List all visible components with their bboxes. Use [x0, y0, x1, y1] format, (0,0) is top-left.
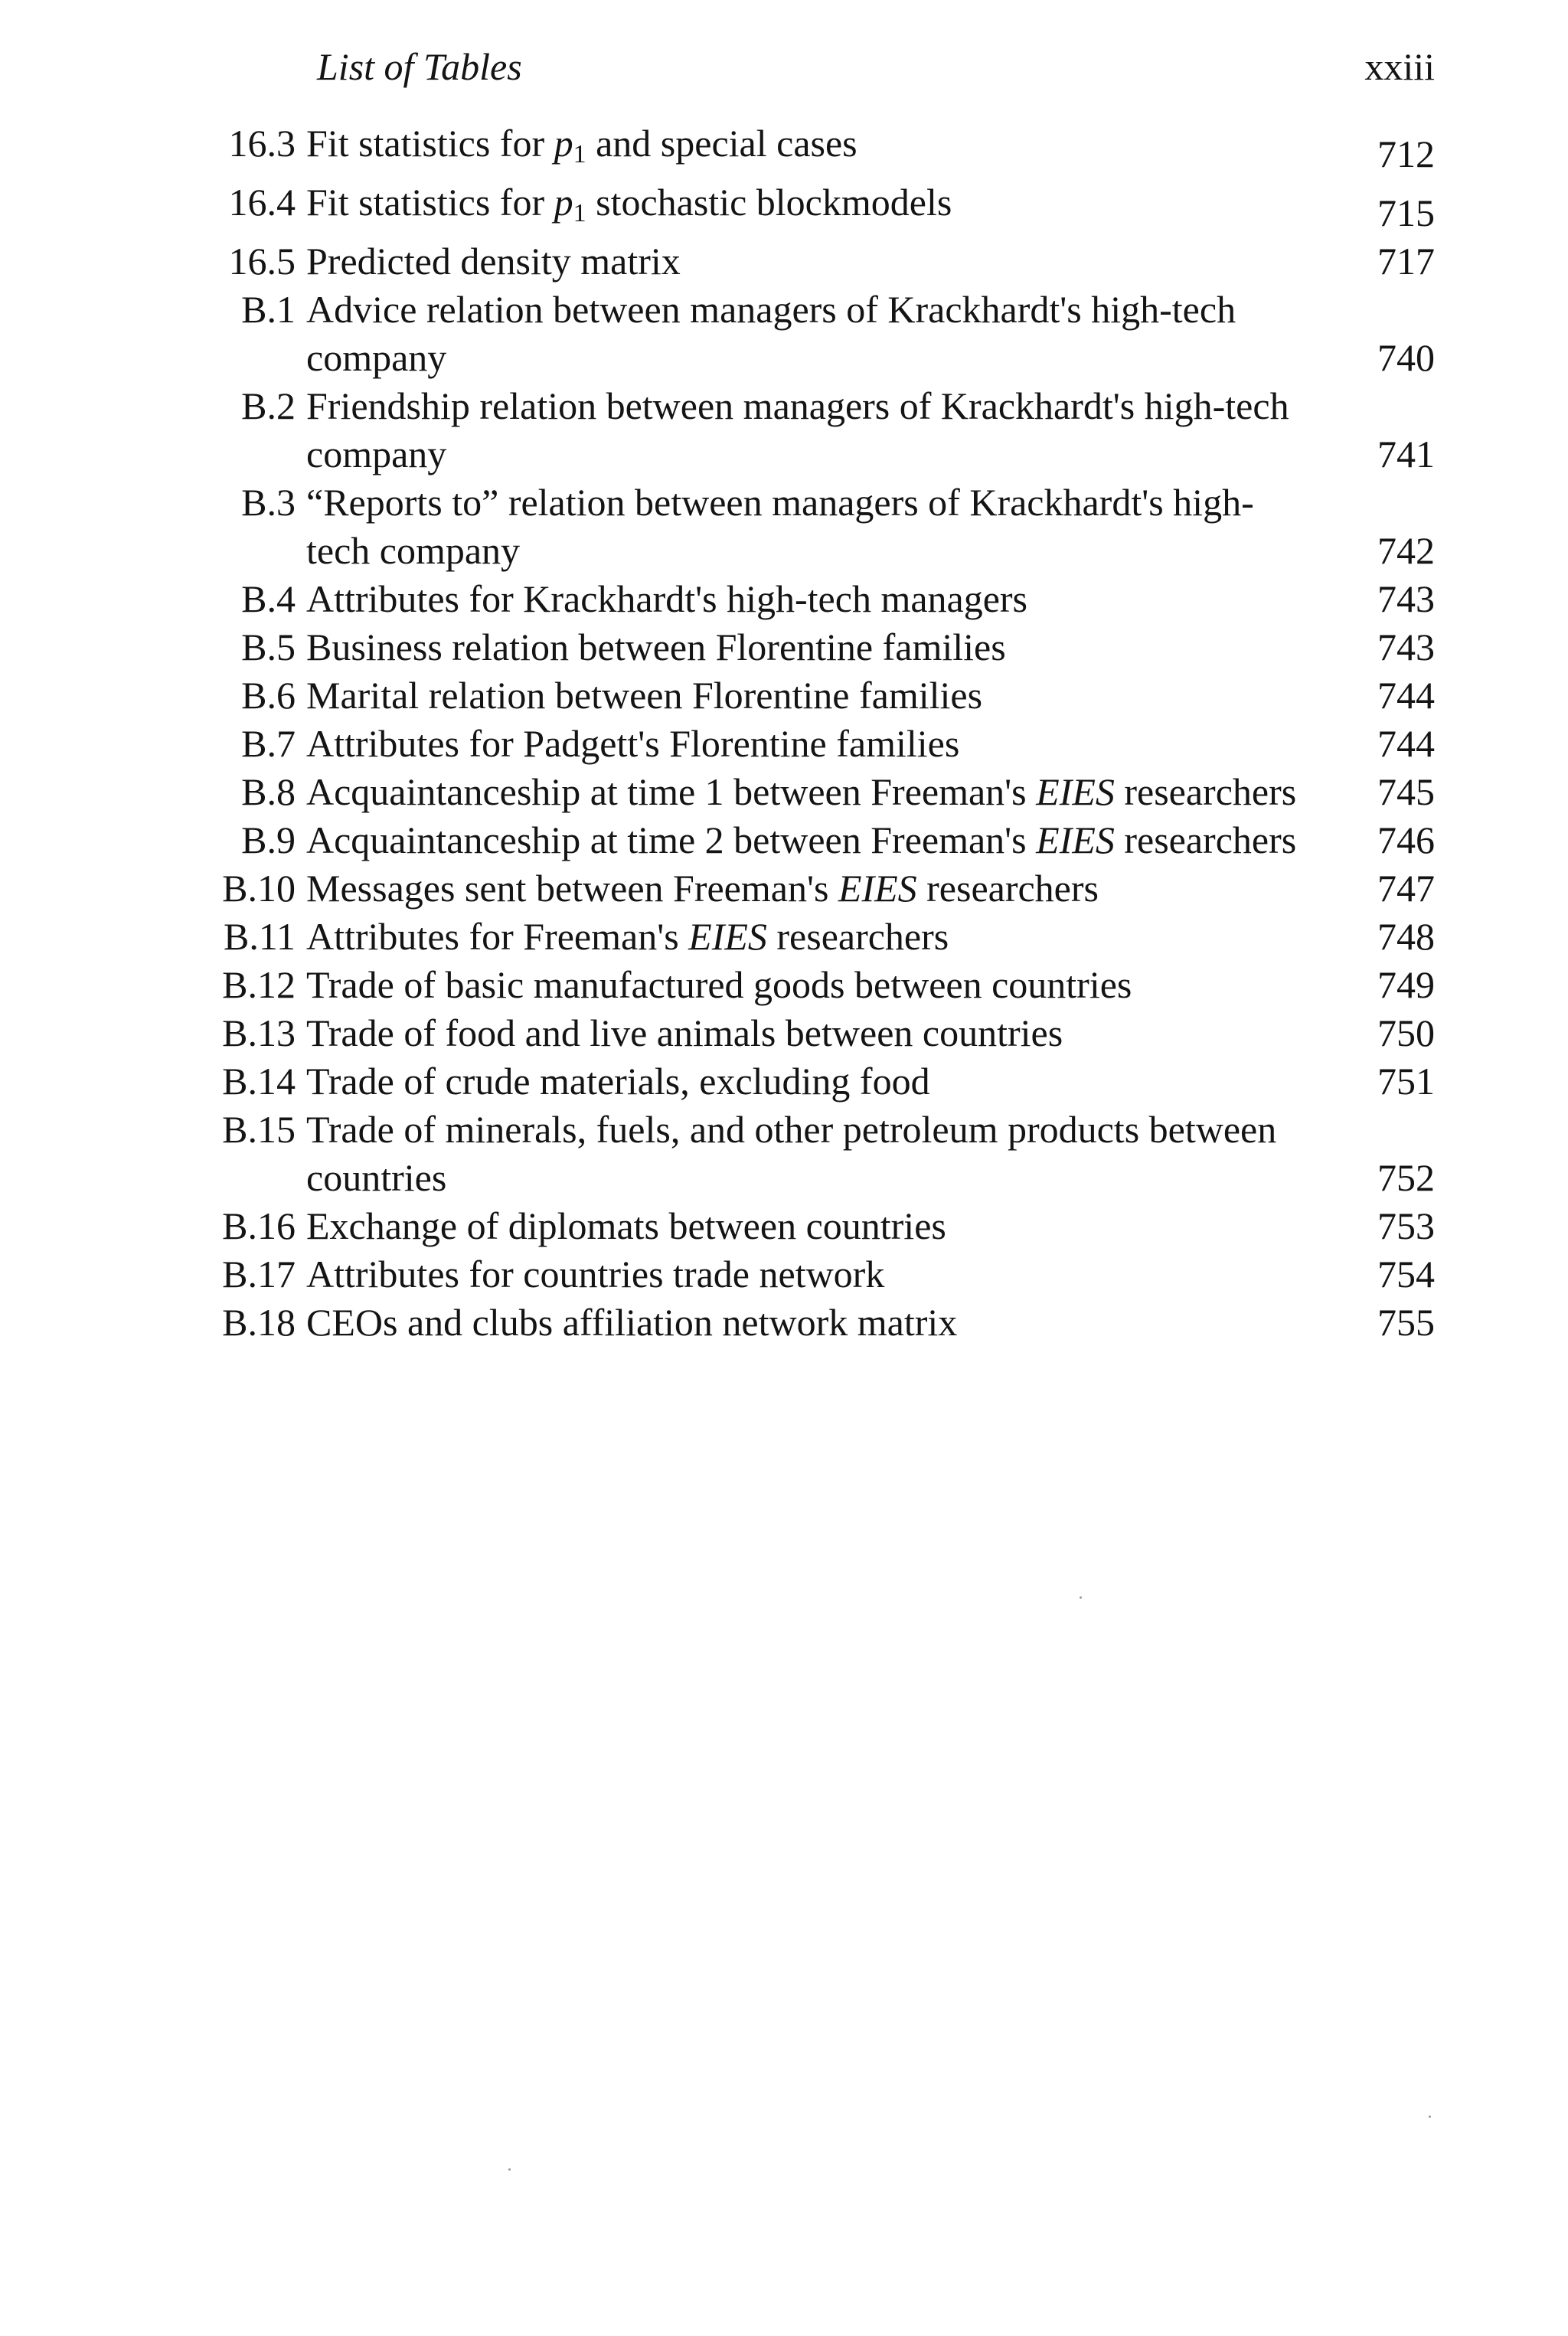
page-reference: 753: [1377, 1204, 1435, 1247]
table-number: B.1: [241, 288, 296, 331]
table-entry: [191, 575, 1435, 623]
table-number: B.15: [222, 1108, 296, 1151]
table-title: Trade of basic manufactured goods between countries: [306, 963, 1132, 1006]
scan-speck: [1429, 2115, 1431, 2118]
table-title: Trade of minerals, fuels, and other petroleum products between countries: [306, 1108, 1277, 1199]
table-title: Attributes for countries trade network: [306, 1253, 885, 1295]
table-entry: [191, 864, 1435, 913]
scan-speck: [1080, 1596, 1082, 1599]
table-entry: [191, 816, 1435, 864]
table-number: B.2: [241, 384, 296, 427]
page-reference: 744: [1377, 674, 1435, 717]
table-entry: [191, 671, 1435, 720]
page-reference: 748: [1377, 915, 1435, 958]
italic-acronym: EIES: [1036, 818, 1115, 861]
table-number: B.16: [222, 1204, 296, 1247]
table-entry: [191, 768, 1435, 816]
list-of-tables: [191, 119, 1435, 1347]
table-entry: [191, 237, 1435, 286]
table-number: B.5: [241, 626, 296, 668]
table-title: Messages sent between Freeman's EIES researchers: [306, 867, 1099, 910]
table-entry: [191, 623, 1435, 671]
table-number: B.9: [241, 818, 296, 861]
table-title: Predicted density matrix: [306, 240, 681, 283]
page-reference: 717: [1377, 240, 1435, 283]
table-entry: [191, 913, 1435, 961]
table-number: B.14: [222, 1060, 296, 1103]
page-reference: 752: [1377, 1156, 1435, 1199]
table-number: B.6: [241, 674, 296, 717]
table-entry: [191, 479, 1435, 575]
scan-speck: [508, 2168, 511, 2171]
page-reference: 715: [1377, 191, 1435, 234]
math-subscript: 1: [573, 140, 586, 168]
table-number: 16.3: [228, 122, 296, 165]
table-number: B.13: [222, 1011, 296, 1054]
table-title: Friendship relation between managers of Krackhardt's high-tech company: [306, 384, 1289, 475]
table-entry: [191, 720, 1435, 768]
table-number: B.12: [222, 963, 296, 1006]
italic-acronym: EIES: [838, 867, 917, 910]
page-reference: 746: [1377, 818, 1435, 861]
table-entry: [191, 1057, 1435, 1106]
table-entry: [191, 382, 1435, 479]
page-reference: 740: [1377, 336, 1435, 379]
page-reference: 754: [1377, 1253, 1435, 1295]
page-reference: 744: [1377, 722, 1435, 765]
page-reference: 745: [1377, 770, 1435, 813]
table-number: B.17: [222, 1253, 296, 1295]
table-entry: [191, 1250, 1435, 1299]
running-head: [317, 40, 1435, 93]
table-number: B.7: [241, 722, 296, 765]
page-reference: 741: [1377, 433, 1435, 475]
math-symbol: p: [554, 181, 573, 224]
math-subscript: 1: [573, 199, 586, 227]
table-title: Trade of food and live animals between countries: [306, 1011, 1063, 1054]
table-number: B.4: [241, 577, 296, 620]
table-entry: [191, 286, 1435, 382]
table-entry: [191, 1009, 1435, 1057]
table-entry: [191, 1202, 1435, 1250]
table-entry: [191, 178, 1435, 237]
page-reference: 751: [1377, 1060, 1435, 1103]
table-title: Fit statistics for $p_1$ stochastic blockmodels: [306, 181, 952, 227]
table-number: B.11: [224, 915, 296, 958]
table-entry: [191, 1106, 1435, 1202]
table-title: Marital relation between Florentine families: [306, 674, 983, 717]
page-reference: 743: [1377, 626, 1435, 668]
table-number: 16.4: [228, 181, 296, 224]
table-title: Attributes for Freeman's EIES researchers: [306, 915, 949, 958]
table-title: Trade of crude materials, excluding food: [306, 1060, 930, 1103]
page-reference: 747: [1377, 867, 1435, 910]
table-title: Attributes for Krackhardt's high-tech managers: [306, 577, 1028, 620]
table-number: B.18: [222, 1301, 296, 1344]
table-entry: [191, 1299, 1435, 1347]
page-reference: 749: [1377, 963, 1435, 1006]
table-entry: [191, 961, 1435, 1009]
table-number: B.10: [222, 867, 296, 910]
table-number: B.3: [241, 481, 296, 524]
italic-acronym: EIES: [1036, 770, 1115, 813]
page-number: xxiii: [1364, 45, 1435, 88]
table-number: B.8: [241, 770, 296, 813]
table-title: Business relation between Florentine families: [306, 626, 1006, 668]
table-title: Acquaintanceship at time 2 between Freeman's EIES researchers: [306, 818, 1297, 861]
math-symbol: p: [554, 122, 573, 165]
table-title: Attributes for Padgett's Florentine families: [306, 722, 960, 765]
page-reference: 743: [1377, 577, 1435, 620]
table-title: Advice relation between managers of Krackhardt's high-tech company: [306, 288, 1236, 379]
table-title: Acquaintanceship at time 1 between Freeman's EIES researchers: [306, 770, 1297, 813]
table-title: CEOs and clubs affiliation network matrix: [306, 1301, 958, 1344]
page-reference: 712: [1377, 132, 1435, 175]
table-number: 16.5: [228, 240, 296, 283]
table-title: Fit statistics for $p_1$ and special cases: [306, 122, 858, 168]
italic-acronym: EIES: [688, 915, 767, 958]
table-title: Exchange of diplomats between countries: [306, 1204, 946, 1247]
table-entry: [191, 119, 1435, 178]
table-title: “Reports to” relation between managers of Krackhardt's high-tech company: [306, 481, 1254, 572]
page-reference: 750: [1377, 1011, 1435, 1054]
page-reference: 742: [1377, 529, 1435, 572]
page-reference: 755: [1377, 1301, 1435, 1344]
running-title: List of Tables: [317, 45, 522, 88]
